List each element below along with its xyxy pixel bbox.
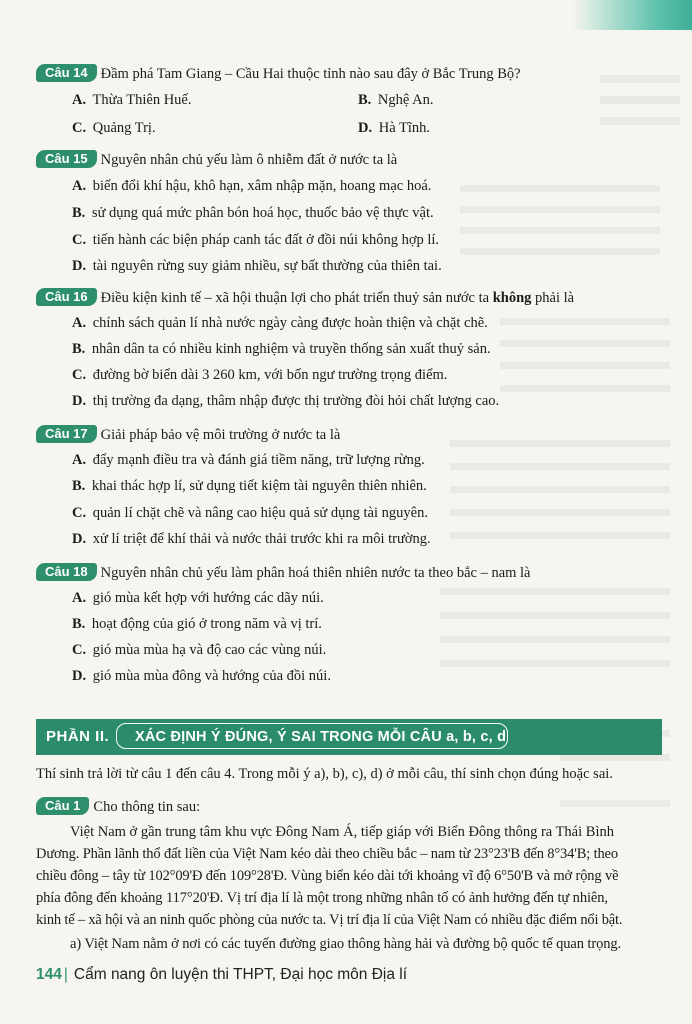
option-a: A. biến đổi khí hậu, khô hạn, xâm nhập mặn, hoang mạc hoá. (72, 178, 432, 194)
option-b: B. sử dụng quá mức phân bón hoá học, thuốc bảo vệ thực vật. (72, 205, 434, 221)
passage-line: Dương. Phần lãnh thổ đất liền của Việt Nam kéo dài theo chiều bắc – nam từ 23°23'B đến 8°34'B; theo (36, 846, 618, 862)
question-text: Nguyên nhân chủ yếu làm phân hoá thiên nhiên nước ta theo bắc – nam là (100, 565, 531, 581)
question-badge: Câu 16 (36, 288, 97, 306)
page-footer (36, 964, 407, 986)
question-18-stem (36, 563, 531, 583)
option-b: B. khai thác hợp lí, sử dụng tiết kiệm tài nguyên thiên nhiên. (72, 478, 427, 494)
option-a: A. gió mùa kết hợp với hướng các dãy núi. (72, 590, 324, 606)
passage-line: kinh tế – xã hội và an ninh quốc phòng của nước ta. Vị trí địa lí của Việt Nam có nhiều đặc điểm nổi bật. (36, 912, 623, 928)
option-c: C. đường bờ biển dài 3 260 km, với bốn ngư trường trọng điểm. (72, 367, 448, 383)
question-15-stem (36, 150, 397, 170)
option-a: A. Thừa Thiên Huế. (72, 92, 192, 108)
option-c: C. gió mùa mùa hạ và độ cao các vùng núi. (72, 642, 327, 658)
book-title: Cẩm nang ôn luyện thi THPT, Đại học môn Địa lí (73, 966, 408, 983)
option-a: A. đẩy mạnh điều tra và đánh giá tiềm năng, trữ lượng rừng. (72, 452, 425, 468)
option-c: C. Quảng Trị. (72, 120, 156, 136)
question-text-tail: phải là (535, 290, 575, 306)
question-text: Giải pháp bảo vệ môi trường ở nước ta là (100, 427, 341, 443)
corner-tab-decoration (572, 0, 692, 30)
option-b: B. hoạt động của gió ở trong năm và vị trí. (72, 616, 322, 632)
option-c: C. tiến hành các biện pháp canh tác đất ở đồi núi không hợp lí. (72, 232, 440, 248)
statement-a: a) Việt Nam nằm ở nơi có các tuyến đường giao thông hàng hải và đường bộ quốc tế quan trọng. (70, 936, 622, 952)
option-d: D. thị trường đa dạng, thâm nhập được thị trường đòi hỏi chất lượng cao. (72, 393, 500, 409)
option-b: B. nhân dân ta có nhiều kinh nghiệm và truyền thống sản xuất thuỷ sản. (72, 341, 491, 357)
section-part-label: PHẦN II. (46, 728, 110, 745)
option-d: D. xử lí triệt để khí thải và nước thải trước khi ra môi trường. (72, 531, 431, 547)
page-number: 144 (36, 966, 62, 983)
option-d: D. Hà Tĩnh. (358, 120, 431, 136)
question-17-stem (36, 425, 340, 445)
passage-line: chiều đông – tây từ 102°09'Đ đến 109°28'Đ. Vùng biển kéo dài tới khoảng vĩ độ 6°50'B và mở rộng về (36, 868, 619, 884)
question-text: Nguyên nhân chủ yếu làm ô nhiễm đất ở nước ta là (100, 152, 398, 168)
question-badge: Câu 14 (36, 64, 97, 82)
section-header (36, 719, 662, 755)
question-text: Cho thông tin sau: (93, 799, 201, 815)
section-title: XÁC ĐỊNH Ý ĐÚNG, Ý SAI TRONG MỖI CÂU a, b, c, d (116, 723, 508, 749)
question-14-stem (36, 64, 521, 84)
question-badge: Câu 17 (36, 425, 97, 443)
instructions-text: Thí sinh trả lời từ câu 1 đến câu 4. Trong mỗi ý a), b), c), d) ở mỗi câu, thí sinh chọn đúng hoặc sai. (36, 766, 613, 782)
question-badge: Câu 15 (36, 150, 97, 168)
question-emphasis: không (492, 290, 532, 306)
question-text: Đầm phá Tam Giang – Cầu Hai thuộc tỉnh nào sau đây ở Bắc Trung Bộ? (100, 66, 521, 82)
question-badge: Câu 1 (36, 797, 89, 815)
footer-separator: | (63, 966, 68, 983)
part2-question-1-stem (36, 797, 200, 817)
passage-line: phía đông đến khoảng 117°20'Đ. Vị trí địa lí là một trong những nhân tố có ảnh hưởng đến tự nhiên, (36, 890, 608, 906)
option-c: C. quản lí chặt chẽ và nâng cao hiệu quả sử dụng tài nguyên. (72, 505, 428, 521)
passage-line: Việt Nam ở gần trung tâm khu vực Đông Nam Á, tiếp giáp với Biển Đông thông ra Thái Bình (70, 824, 614, 840)
question-text: Điều kiện kinh tế – xã hội thuận lợi cho phát triển thuỷ sản nước ta (100, 290, 490, 306)
question-badge: Câu 18 (36, 563, 97, 581)
option-b: B. Nghệ An. (358, 92, 434, 108)
question-16-stem (36, 288, 574, 308)
option-d: D. tài nguyên rừng suy giảm nhiều, sự bất thường của thiên tai. (72, 258, 442, 274)
option-d: D. gió mùa mùa đông và hướng của đồi núi. (72, 668, 331, 684)
option-a: A. chính sách quản lí nhà nước ngày càng được hoàn thiện và chặt chẽ. (72, 315, 488, 331)
